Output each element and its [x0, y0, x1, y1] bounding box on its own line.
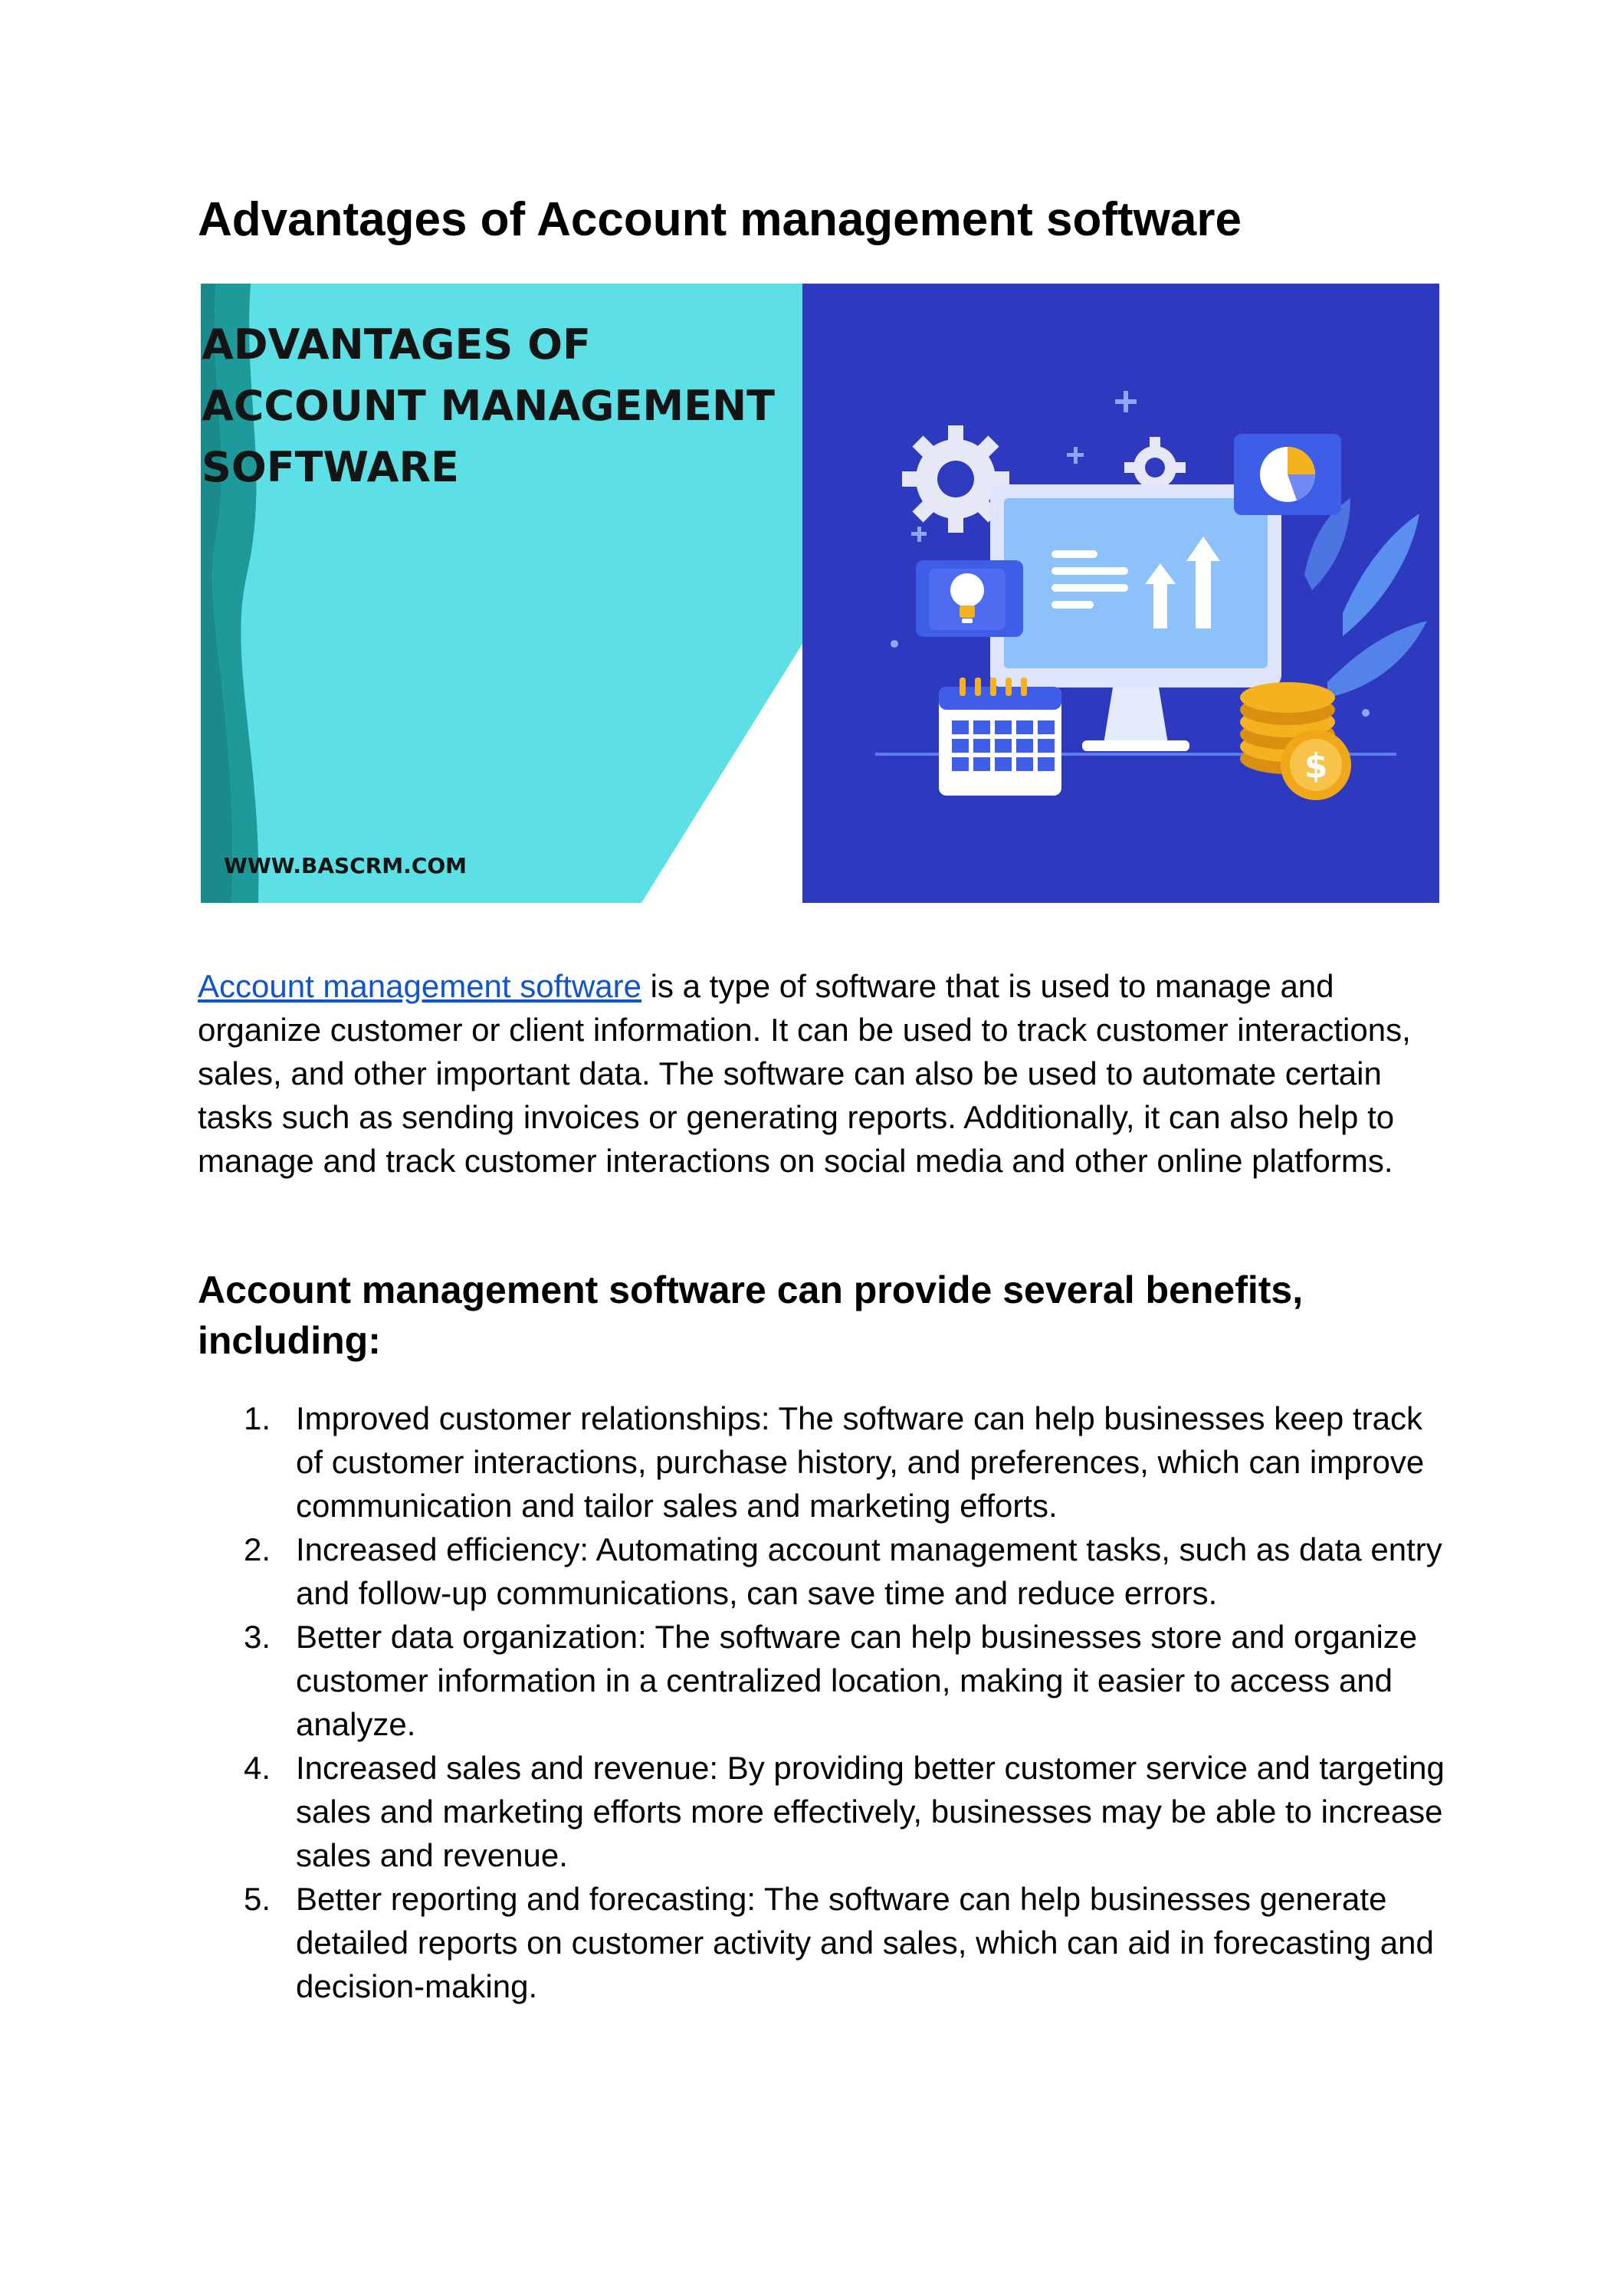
list-item	[198, 1877, 1455, 2008]
banner-heading-line: SOFTWARE	[202, 443, 459, 491]
account-management-software-link[interactable]: Account management software	[198, 968, 641, 1004]
pie-chart-icon	[1234, 434, 1341, 515]
list-item-text: Increased sales and revenue: By providing better customer service and targeting sales and marketing efforts more effectively, businesses may be able to increase sales and revenue.	[296, 1750, 1445, 1873]
list-number: 4.	[244, 1750, 271, 1786]
svg-text:$: $	[1304, 747, 1328, 786]
banner-heading	[202, 314, 775, 498]
intro-text: is a type of software that is used to manage and organize customer or client information. It can be used to track customer interactions, sales, and other important data. The software can also be used to automate certain tasks such as sending invoices or generating reports. Additionally, it can also help to manage and track customer interactions on social media and other online platforms.	[198, 968, 1411, 1179]
banner-url: WWW.BASCRM.COM	[224, 853, 468, 878]
page-title: Advantages of Account management software	[198, 193, 1242, 246]
list-item	[198, 1615, 1455, 1746]
list-number: 1.	[244, 1400, 271, 1436]
list-item-text: Better reporting and forecasting: The software can help businesses generate detailed reports on customer activity and sales, which can aid in forecasting and decision-making.	[296, 1881, 1434, 2004]
calendar-icon	[939, 678, 1061, 796]
list-item-text: Better data organization: The software can help businesses store and organize customer information in a centralized location, making it easier to access and analyze.	[296, 1619, 1418, 1742]
list-number: 2.	[244, 1531, 271, 1567]
list-item-text: Improved customer relationships: The software can help businesses keep track of customer interactions, purchase history, and preferences, which can improve communication and tailor sales and marketing efforts.	[296, 1400, 1425, 1524]
list-item	[198, 1746, 1455, 1877]
list-item	[198, 1396, 1455, 1528]
list-item	[198, 1528, 1455, 1615]
list-item-text: Increased efficiency: Automating account management tasks, such as data entry and follow-up communications, can save time and reduce errors.	[296, 1531, 1442, 1611]
benefits-heading: Account management software can provide several benefits, including:	[198, 1268, 1304, 1362]
banner-heading-line: ADVANTAGES OF	[202, 320, 591, 369]
intro-paragraph	[198, 964, 1455, 1183]
benefits-list	[198, 1396, 1455, 2008]
banner-heading-line: ACCOUNT MANAGEMENT	[202, 382, 776, 430]
list-number: 3.	[244, 1619, 271, 1655]
list-number: 5.	[244, 1881, 271, 1917]
lightbulb-icon	[916, 560, 1023, 637]
